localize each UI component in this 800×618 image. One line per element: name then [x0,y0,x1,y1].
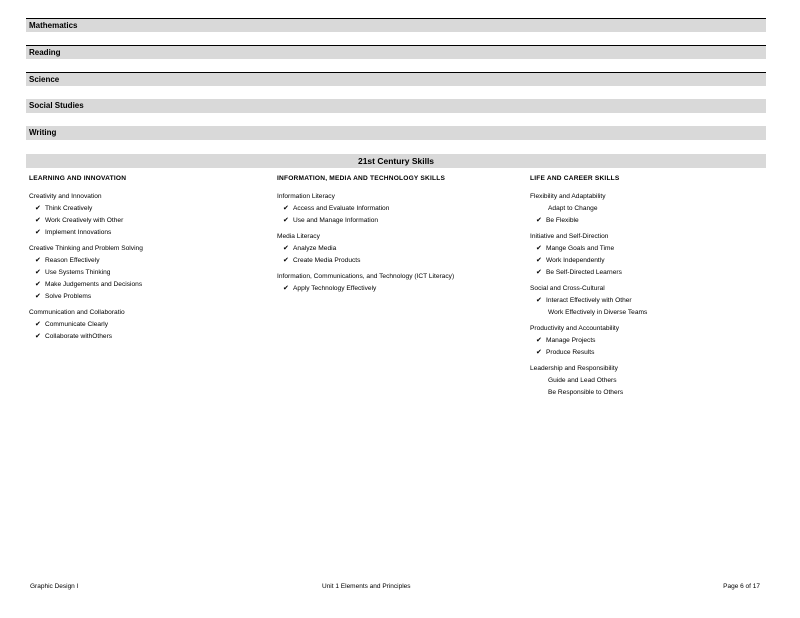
skill-item-label: Work Independently [546,257,605,264]
skill-item-label: Implement Innovations [45,229,112,236]
skill-group-title: Communication and Collaboratio [29,309,125,316]
checkmark-icon: ✔ [35,217,41,224]
skill-item-label: Use and Manage Information [293,217,379,224]
skill-item-label: Adapt to Change [548,205,598,212]
skill-group-title: Creativity and Innovation [29,193,102,200]
checkmark-icon: ✔ [283,217,289,224]
skill-group-title: Leadership and Responsibility [530,365,618,372]
column-title: LIFE AND CAREER SKILLS [530,175,620,182]
subject-bar-writing: Writing [26,126,766,140]
skill-item [29,279,269,291]
checkmark-icon: ✔ [35,229,41,236]
skill-group-title: Information, Communications, and Technology (ICT Literacy) [277,273,455,280]
checkmark-icon: ✔ [536,337,542,344]
skill-item-label: Reason Effectively [45,257,100,264]
skill-group-title: Initiative and Self-Direction [530,233,609,240]
skill-item [530,203,766,215]
skill-item-label: Guide and Lead Others [548,377,617,384]
skill-item [530,215,766,227]
checkmark-icon: ✔ [283,257,289,264]
footer-course: Graphic Design I [30,583,79,590]
skill-item [530,255,766,267]
column-title: INFORMATION, MEDIA AND TECHNOLOGY SKILLS [277,175,446,182]
skill-item [29,255,269,267]
skill-item [29,319,269,331]
skills-header: 21st Century Skills [26,154,766,168]
skill-item-label: Interact Effectively with Other [546,297,632,304]
skill-item-label: Produce Results [546,349,595,356]
skill-item-label: Be Responsible to Others [548,389,624,396]
skill-item [530,267,766,279]
checkmark-icon: ✔ [536,269,542,276]
skill-item-label: Communicate Clearly [45,321,109,328]
checkmark-icon: ✔ [35,205,41,212]
footer-unit: Unit 1 Elements and Principles [322,583,411,590]
skill-item-label: Apply Technology Effectively [293,285,377,292]
skill-item [277,243,517,255]
footer-page-number: Page 6 of 17 [723,583,760,590]
checkmark-icon: ✔ [35,293,41,300]
skill-item [29,227,269,239]
subject-bar-science: Science [26,72,766,86]
checkmark-icon: ✔ [35,269,41,276]
skill-group-title: Media Literacy [277,233,320,240]
skill-item [530,347,766,359]
skill-item-label: Work Creatively with Other [45,217,124,224]
skill-item [530,295,766,307]
checkmark-icon: ✔ [283,205,289,212]
checkmark-icon: ✔ [536,245,542,252]
skill-item-label: Access and Evaluate Information [293,205,390,212]
skill-item [29,291,269,303]
subject-bar-reading: Reading [26,45,766,59]
skill-group-title: Information Literacy [277,193,335,200]
skill-item-label: Create Media Products [293,257,361,264]
skill-item-label: Collaborate withOthers [45,333,113,340]
column-title: LEARNING AND INNOVATION [29,175,127,182]
skill-item [277,215,517,227]
skill-item [277,255,517,267]
checkmark-icon: ✔ [35,321,41,328]
skill-item-label: Solve Problems [45,293,92,300]
checkmark-icon: ✔ [536,257,542,264]
skill-item [277,203,517,215]
skill-item-label: Think Creatively [45,205,93,212]
skill-item [530,307,766,319]
skill-item-label: Analyze Media [293,245,337,252]
skill-item-label: Manage Projects [546,337,596,344]
skill-item-label: Make Judgements and Decisions [45,281,143,288]
skill-item-label: Be Self-Directed Learners [546,269,622,276]
skill-item-label: Be Flexible [546,217,579,224]
checkmark-icon: ✔ [283,245,289,252]
checkmark-icon: ✔ [35,281,41,288]
checkmark-icon: ✔ [283,285,289,292]
skill-item-label: Work Effectively in Diverse Teams [548,309,648,316]
skill-group-title: Creative Thinking and Problem Solving [29,245,143,252]
skill-item [277,283,517,295]
skill-item-label: Use Systems Thinking [45,269,111,276]
skills-column-information [277,173,517,295]
skill-item [29,267,269,279]
subject-bar-mathematics: Mathematics [26,18,766,32]
skill-group-title: Social and Cross-Cultural [530,285,605,292]
skill-item [29,331,269,343]
checkmark-icon: ✔ [536,349,542,356]
checkmark-icon: ✔ [35,333,41,340]
checkmark-icon: ✔ [536,297,542,304]
skills-column-life-career [530,173,766,399]
skill-item-label: Mange Goals and Time [546,245,615,252]
skill-item [530,375,766,387]
skill-group-title: Flexibility and Adaptability [530,193,606,200]
skill-item [29,215,269,227]
checkmark-icon: ✔ [35,257,41,264]
skill-item [530,335,766,347]
skills-column-learning [29,173,269,343]
skill-item [530,243,766,255]
skill-group-title: Productivity and Accountability [530,325,620,332]
skill-item [29,203,269,215]
checkmark-icon: ✔ [536,217,542,224]
subject-bar-social-studies: Social Studies [26,99,766,113]
skill-item [530,387,766,399]
